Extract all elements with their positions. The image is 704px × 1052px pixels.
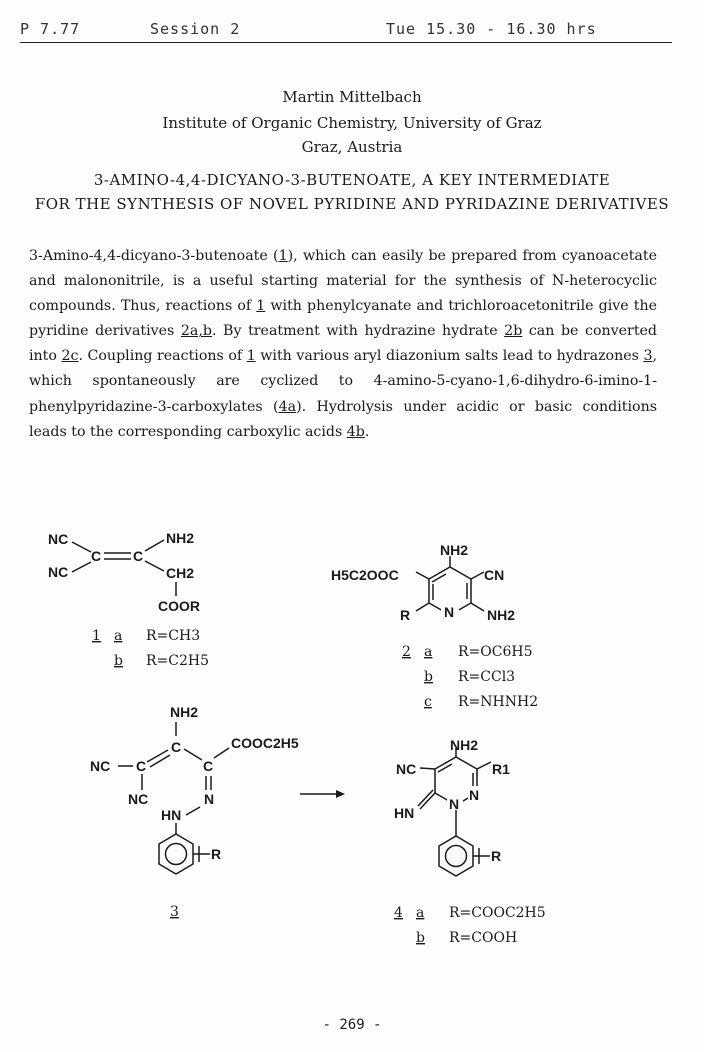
session-label: Session 2: [150, 20, 241, 38]
nitrogen-label: N: [449, 796, 460, 812]
nh2-label: NH2: [166, 530, 195, 546]
variant-label: b: [114, 653, 123, 669]
nitrogen-label: N: [469, 787, 480, 803]
carbon-label: C: [133, 548, 144, 564]
phenyl-ring: [439, 836, 473, 876]
ester-label: COOC2H5: [231, 735, 299, 751]
variant-label: a: [114, 628, 123, 644]
nh2-label: NH2: [170, 704, 199, 720]
bond: [420, 768, 435, 769]
r1-label: R1: [492, 761, 510, 777]
bond: [416, 603, 429, 611]
abstract-text: . By treatment with hydrazine hydrate: [211, 323, 505, 340]
nh2-label: NH2: [440, 542, 469, 558]
bond: [145, 540, 164, 551]
aromatic-circle: [166, 844, 187, 865]
compound-ref: 3: [643, 348, 653, 365]
substituent: R=OC6H5: [458, 644, 533, 660]
compound-1-structure: [48, 530, 200, 614]
compound-number: 2: [402, 644, 411, 660]
compound-ref: 1: [278, 248, 288, 264]
paper-title-line-1: 3-AMINO-4,4-DICYANO-3-BUTENOATE, A KEY INTERMEDIATE: [93, 171, 611, 189]
compound-ref: 2a,b: [180, 323, 212, 340]
abstract-text: , which spontaneously are cyclized to 4-amino-5-cyano-1,6-dihydro-6-imino-1-phenylpyridazine-3-carboxylates (: [29, 348, 657, 415]
bond: [477, 762, 491, 769]
nh2-label: NH2: [450, 737, 479, 753]
reaction-arrow: [300, 790, 345, 798]
author-institute: Institute of Organic Chemistry, University of Graz: [162, 114, 542, 132]
abstract-text: ), which can easily be prepared from cyanoacetate and malononitrile, is a useful starting material for the synthesis of N-heterocyclic compounds. Thus, reactions of: [29, 248, 657, 315]
nc-label: NC: [48, 564, 69, 580]
substituent: R=C2H5: [146, 653, 210, 669]
compound-3-structure: [90, 704, 299, 874]
compound-2-structure: [331, 542, 515, 623]
nc-label: NC: [128, 791, 149, 807]
nc-label: NC: [90, 758, 111, 774]
phenyl-ring: [159, 834, 193, 874]
abstract-text: with phenylcyanate and trichloroacetonitrile give the pyridine derivatives: [29, 298, 657, 340]
cn-label: CN: [484, 567, 505, 583]
substituent: R=COOH: [449, 930, 518, 946]
compound-ref: 2b: [504, 323, 523, 340]
arrow-head: [336, 790, 345, 798]
variant-label: c: [424, 694, 432, 710]
bond: [72, 562, 91, 572]
ch2-label: CH2: [166, 565, 195, 581]
compound-ref: 4b: [346, 423, 365, 440]
compound-4-caption: [394, 905, 546, 946]
bond: [471, 572, 484, 579]
bond: [471, 603, 484, 611]
nitrogen-label: N: [204, 791, 215, 807]
bond: [214, 748, 229, 758]
r-label: R: [491, 848, 502, 864]
compound-ref: 2c: [61, 348, 79, 365]
hn-label: HN: [161, 807, 182, 823]
compound-2-caption: [402, 644, 538, 710]
substituent: R=CCl3: [458, 669, 516, 685]
nc-label: NC: [396, 761, 417, 777]
double-bond: [150, 755, 170, 767]
inner-double-bond: [432, 574, 446, 582]
compound-3-caption: [170, 904, 179, 920]
coor-label: COOR: [158, 598, 200, 614]
nc-label: NC: [48, 531, 69, 547]
variant-label: b: [416, 930, 425, 946]
nh2-label: NH2: [487, 607, 516, 623]
compound-number: 1: [92, 628, 101, 644]
inner-double-bond: [438, 764, 452, 772]
carbon-label: C: [91, 548, 102, 564]
compound-number: 3: [170, 904, 179, 920]
variant-label: b: [424, 669, 433, 685]
carbon-label: C: [203, 758, 214, 774]
compound-ref: 1: [246, 348, 256, 365]
bond: [186, 807, 200, 815]
nitrogen-label: N: [444, 604, 455, 620]
r-label: R: [400, 607, 411, 623]
compound-4-structure: [394, 737, 510, 876]
author-name: Martin Mittelbach: [282, 88, 422, 106]
poster-code: P 7.77: [20, 20, 81, 38]
bond: [72, 542, 91, 552]
double-bond: [147, 750, 168, 762]
ester-label: H5C2OOC: [331, 567, 399, 583]
aromatic-circle: [446, 846, 467, 867]
author-city: Graz, Austria: [301, 138, 403, 156]
abstract-text: . Coupling reactions of: [78, 348, 247, 365]
variant-label: a: [416, 905, 425, 921]
variant-label: a: [424, 644, 433, 660]
carbon-label: C: [171, 739, 182, 755]
bond: [145, 561, 164, 571]
abstract-text: 3-Amino-4,4-dicyano-3-butenoate (: [29, 248, 279, 264]
bond: [184, 749, 202, 760]
abstract-text: ). Hydrolysis under acidic or basic conditions leads to the corresponding carboxylic acids: [29, 398, 658, 440]
time-slot: Tue 15.30 - 16.30 hrs: [386, 20, 597, 38]
page-number: - 269 -: [322, 1017, 382, 1033]
r-label: R: [211, 846, 222, 862]
bond: [416, 572, 429, 579]
abstract-text: .: [364, 423, 370, 440]
compound-1-caption: [92, 628, 209, 669]
substituent: R=CH3: [146, 628, 201, 644]
paper-title-line-2: FOR THE SYNTHESIS OF NOVEL PYRIDINE AND PYRIDAZINE DERIVATIVES: [34, 195, 670, 213]
carbon-label: C: [136, 758, 147, 774]
substituent: R=NHNH2: [458, 694, 539, 710]
substituent: R=COOC2H5: [449, 905, 546, 921]
abstract-text: with various aryl diazonium salts lead to hydrazones: [255, 348, 644, 365]
compound-ref: 1: [256, 298, 266, 315]
abstract-text: can be converted into: [29, 323, 657, 365]
compound-number: 4: [394, 905, 403, 921]
hn-label: HN: [394, 805, 415, 821]
compound-ref: 4a: [278, 398, 297, 415]
